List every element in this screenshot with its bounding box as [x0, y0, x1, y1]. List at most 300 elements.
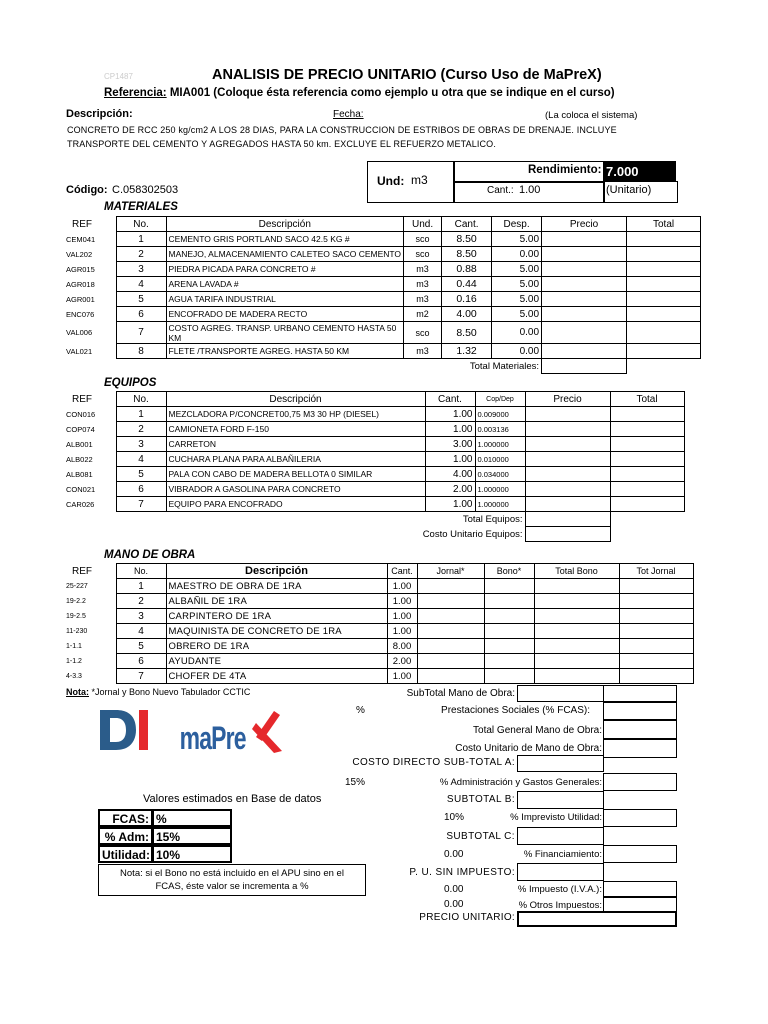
subtotal-mo-label: SubTotal Mano de Obra:	[406, 688, 515, 699]
row-total[interactable]	[610, 497, 684, 512]
fcas-value[interactable]: %	[152, 809, 232, 827]
mano-title: MANO DE OBRA	[104, 549, 196, 561]
row-precio[interactable]	[542, 307, 627, 322]
row-total[interactable]	[610, 467, 684, 482]
row-bono[interactable]	[484, 639, 534, 654]
row-ref: AGR001	[66, 294, 95, 304]
col-no: No.	[116, 564, 166, 579]
row-precio[interactable]	[525, 482, 610, 497]
row-ref: CON021	[66, 484, 96, 494]
row-total[interactable]	[627, 344, 701, 359]
row-ref: 19-2.5	[66, 612, 86, 620]
col-cant: Cant.	[425, 392, 475, 407]
col-desc: Descripción	[166, 217, 404, 232]
costo-directo-value[interactable]	[517, 755, 604, 772]
row-cant: 8.00	[387, 639, 417, 654]
row-no: 3	[116, 262, 166, 277]
row-cant: 1.00	[425, 422, 475, 437]
col-tot-jornal: Tot Jornal	[619, 564, 693, 579]
imprevisto-value[interactable]	[603, 809, 677, 827]
row-no: 2	[116, 594, 166, 609]
row-desc: ALBAÑIL DE 1RA	[166, 594, 387, 609]
costo-mo-label: Costo Unitario de Mano de Obra:	[455, 743, 602, 754]
table-row	[66, 624, 693, 639]
total-materiales-value[interactable]	[542, 359, 627, 374]
row-cant: 1.00	[425, 497, 475, 512]
adm-pct: 15%	[345, 777, 366, 788]
row-desc: PIEDRA PICADA PARA CONCRETO #	[166, 262, 404, 277]
row-no: 4	[116, 277, 166, 292]
row-cant: 4.00	[425, 467, 475, 482]
cant-value: 1.00	[519, 184, 541, 196]
maprex-logo	[178, 709, 288, 755]
row-precio[interactable]	[525, 497, 610, 512]
row-cant: 8.50	[442, 247, 492, 262]
row-no: 5	[116, 467, 166, 482]
row-jornal[interactable]	[417, 594, 484, 609]
row-cant: 3.00	[425, 437, 475, 452]
prestaciones-label: Prestaciones Sociales (% FCAS):	[441, 705, 590, 716]
row-desc: AGUA TARIFA INDUSTRIAL	[166, 292, 404, 307]
row-ref: VAL021	[66, 346, 93, 356]
row-cant: 1.00	[425, 452, 475, 467]
col-cant: Cant.	[442, 217, 492, 232]
row-bono[interactable]	[484, 669, 534, 684]
row-desc: VIBRADOR A GASOLINA PARA CONCRETO	[166, 482, 425, 497]
equipos-unit-row	[66, 527, 684, 542]
row-total-bono[interactable]	[534, 579, 619, 594]
fecha-label: Fecha:	[333, 109, 364, 120]
row-desc: PALA CON CABO DE MADERA BELLOTA 0 SIMILAR	[166, 467, 425, 482]
row-cant: 8.50	[442, 232, 492, 247]
table-header	[66, 392, 684, 407]
row-tot-jornal[interactable]	[619, 624, 693, 639]
row-ref: 4-3.3	[66, 672, 82, 680]
row-total[interactable]	[610, 422, 684, 437]
costo-equipos-value[interactable]	[525, 527, 610, 542]
page-title: ANALISIS DE PRECIO UNITARIO (Curso Uso de MaPreX)	[212, 67, 602, 83]
row-ref: ALB022	[66, 454, 93, 464]
subtotal-mo-value[interactable]	[517, 685, 604, 702]
svg-text:maPre: maPre	[179, 720, 246, 755]
row-cant: 0.44	[442, 277, 492, 292]
unitario-label: (Unitario)	[606, 184, 652, 196]
table-row	[66, 307, 701, 322]
row-jornal[interactable]	[417, 669, 484, 684]
table-header	[66, 217, 701, 232]
row-ref: 1-1.1	[66, 642, 82, 650]
row-no: 5	[116, 639, 166, 654]
row-bono[interactable]	[484, 594, 534, 609]
row-no: 6	[116, 482, 166, 497]
materiales-table	[66, 216, 701, 374]
row-total[interactable]	[627, 232, 701, 247]
row-und: sco	[404, 232, 442, 247]
row-desc: AYUDANTE	[166, 654, 387, 669]
equipos-total-row	[66, 512, 684, 527]
row-desp: 5.00	[492, 232, 542, 247]
table-row	[66, 579, 693, 594]
row-und: m3	[404, 344, 442, 359]
col-total: Total	[627, 217, 701, 232]
row-total-bono[interactable]	[534, 639, 619, 654]
table-row	[66, 247, 701, 262]
row-bono[interactable]	[484, 579, 534, 594]
row-desc: CARPINTERO DE 1RA	[166, 609, 387, 624]
utilidad-label: Utilidad:	[98, 845, 153, 863]
row-desc: MAQUINISTA DE CONCRETO DE 1RA	[166, 624, 387, 639]
row-no: 6	[116, 654, 166, 669]
costo-mo-value[interactable]	[603, 739, 677, 758]
col-total: Total	[610, 392, 684, 407]
di-logo-graphic	[98, 708, 150, 752]
description-line-2: TRANSPORTE DEL CEMENTO Y AGREGADOS HASTA 50 km. EXCLUYE EL REFUERZO METALICO.	[67, 139, 496, 149]
row-ref: ENC076	[66, 309, 95, 319]
row-total[interactable]	[627, 322, 701, 344]
row-no: 2	[116, 422, 166, 437]
row-precio[interactable]	[525, 452, 610, 467]
col-desc: Descripción	[166, 564, 387, 579]
row-desc: CEMENTO GRIS PORTLAND SACO 42.5 KG #	[166, 232, 404, 247]
iva-label: % Impuesto (I.V.A.):	[517, 884, 602, 895]
subtotal-mo-value-2[interactable]	[603, 685, 677, 702]
description-label: Descripción:	[66, 108, 133, 120]
row-ref: CEM041	[66, 234, 96, 244]
row-no: 3	[116, 437, 166, 452]
rendimiento-label: Rendimiento:	[528, 164, 602, 176]
row-total[interactable]	[610, 452, 684, 467]
col-no: No.	[116, 392, 166, 407]
row-bono[interactable]	[484, 654, 534, 669]
row-desc: ARENA LAVADA #	[166, 277, 404, 292]
row-jornal[interactable]	[417, 579, 484, 594]
materiales-title: MATERIALES	[104, 201, 178, 213]
row-und: m3	[404, 277, 442, 292]
description-line-1: CONCRETO DE RCC 250 kg/cm2 A LOS 28 DIAS, PARA LA CONSTRUCCION DE ESTRIBOS DE OBRAS DE DRENAJE. INCLUYE	[67, 125, 617, 135]
financiamiento-value-pct: 0.00	[444, 849, 464, 860]
di-logo	[98, 708, 150, 752]
row-bono[interactable]	[484, 624, 534, 639]
col-jornal: Jornal*	[417, 564, 484, 579]
row-desc: CAMIONETA FORD F-150	[166, 422, 425, 437]
table-row	[66, 322, 701, 344]
row-cant: 2.00	[387, 654, 417, 669]
row-no: 1	[116, 232, 166, 247]
row-desc: OBRERO DE 1RA	[166, 639, 387, 654]
col-precio: Precio	[542, 217, 627, 232]
row-precio[interactable]	[525, 437, 610, 452]
ref-value: MIA001 (Coloque ésta referencia como ejemplo u otra que se indique en el curso)	[169, 87, 615, 99]
system-note: (La coloca el sistema)	[545, 110, 638, 121]
row-ref: AGR018	[66, 279, 95, 289]
reference-label	[104, 87, 615, 99]
costo-directo-label: COSTO DIRECTO SUB-TOTAL A:	[352, 757, 515, 768]
row-ref: COP074	[66, 424, 95, 434]
col-ref: REF	[72, 218, 92, 230]
row-precio[interactable]	[542, 292, 627, 307]
subtotal-b-label: SUBTOTAL B:	[446, 794, 515, 805]
row-ref: ALB081	[66, 469, 93, 479]
row-desp: 0.00	[492, 344, 542, 359]
row-cant: 2.00	[425, 482, 475, 497]
col-und: Und.	[404, 217, 442, 232]
col-desc: Descripción	[166, 392, 425, 407]
table-row	[66, 609, 693, 624]
row-und: m3	[404, 292, 442, 307]
row-und: sco	[404, 247, 442, 262]
imprevisto-label: % Imprevisto Utilidad:	[510, 812, 602, 823]
row-precio[interactable]	[525, 467, 610, 482]
row-ref: 25-227	[66, 582, 88, 590]
total-equipos-label: Total Equipos:	[462, 513, 523, 525]
row-cant: 4.00	[442, 307, 492, 322]
row-ref: CON016	[66, 409, 96, 419]
equipos-title: EQUIPOS	[104, 377, 157, 389]
und-label: Und:	[377, 174, 405, 188]
row-cant: 1.00	[387, 609, 417, 624]
row-total-bono[interactable]	[534, 594, 619, 609]
codigo-value: C.058302503	[112, 184, 179, 196]
rendimiento-value: 7.000	[603, 161, 676, 182]
row-tot-jornal[interactable]	[619, 639, 693, 654]
row-jornal[interactable]	[417, 624, 484, 639]
precio-unitario-value[interactable]	[517, 911, 677, 927]
table-row	[66, 482, 684, 497]
row-desc: CARRETON	[166, 437, 425, 452]
col-cant: Cant.	[387, 564, 417, 579]
row-no: 1	[116, 407, 166, 422]
subtotal-b-value[interactable]	[517, 791, 604, 809]
row-desc: COSTO AGREG. TRANSP. URBANO CEMENTO HASTA 50 KM	[166, 322, 404, 344]
row-und: m3	[404, 262, 442, 277]
table-row	[66, 497, 684, 512]
note-line-1: Nota: si el Bono no está incluido en el APU sino en el	[120, 868, 344, 879]
col-total-bono: Total Bono	[534, 564, 619, 579]
table-row	[66, 594, 693, 609]
table-row	[66, 669, 693, 684]
row-cop: 0.034000	[475, 467, 525, 482]
pu-sin-value[interactable]	[517, 863, 604, 881]
row-tot-jornal[interactable]	[619, 609, 693, 624]
iva-value-pct: 0.00	[444, 884, 464, 895]
ref-label: Referencia:	[104, 87, 167, 99]
table-row	[66, 437, 684, 452]
row-total-bono[interactable]	[534, 654, 619, 669]
nota-line	[66, 687, 250, 697]
row-desc: FLETE /TRANSPORTE AGREG. HASTA 50 KM	[166, 344, 404, 359]
row-desc: MEZCLADORA P/CONCRET00,75 M3 30 HP (DIESEL)	[166, 407, 425, 422]
row-precio[interactable]	[525, 407, 610, 422]
cant-label: Cant.:	[487, 185, 514, 196]
nota-text: *Jornal y Bono Nuevo Tabulador CCTIC	[91, 687, 251, 697]
utilidad-value[interactable]: 10%	[152, 845, 232, 863]
row-cant: 8.50	[442, 322, 492, 344]
row-no: 5	[116, 292, 166, 307]
row-no: 7	[116, 669, 166, 684]
row-ref: VAL202	[66, 249, 93, 259]
total-equipos-value[interactable]	[525, 512, 610, 527]
row-ref: CAR026	[66, 499, 95, 509]
prestaciones-value[interactable]	[603, 702, 677, 720]
subtotal-c-value[interactable]	[517, 827, 604, 845]
row-total[interactable]	[610, 407, 684, 422]
row-desc: EQUIPO PARA ENCOFRADO	[166, 497, 425, 512]
total-materiales-label: Total Materiales:	[469, 360, 540, 372]
financiamiento-value[interactable]	[603, 845, 677, 863]
otros-value-pct: 0.00	[444, 899, 464, 910]
row-no: 4	[116, 624, 166, 639]
adm-param-label: % Adm:	[98, 827, 153, 845]
table-row	[66, 292, 701, 307]
financiamiento-label: % Financiamiento:	[523, 849, 602, 860]
row-total[interactable]	[610, 482, 684, 497]
row-ref: 19-2.2	[66, 597, 86, 605]
row-und: sco	[404, 322, 442, 344]
note-box	[98, 864, 366, 896]
codigo-label: Código:	[66, 184, 108, 196]
row-cop: 1.000000	[475, 497, 525, 512]
row-no: 8	[116, 344, 166, 359]
row-no: 1	[116, 579, 166, 594]
row-und: m2	[404, 307, 442, 322]
table-row	[66, 277, 701, 292]
total-mo-label: Total General Mano de Obra:	[473, 725, 602, 736]
row-total[interactable]	[627, 277, 701, 292]
row-total[interactable]	[627, 262, 701, 277]
row-desp: 5.00	[492, 262, 542, 277]
row-total-bono[interactable]	[534, 609, 619, 624]
otros-value[interactable]	[603, 897, 677, 912]
col-desp: Desp.	[492, 217, 542, 232]
table-row	[66, 654, 693, 669]
row-precio[interactable]	[542, 232, 627, 247]
row-cop: 1.000000	[475, 482, 525, 497]
pu-sin-label: P. U. SIN IMPUESTO:	[409, 867, 515, 878]
row-precio[interactable]	[525, 422, 610, 437]
row-ref: 11-230	[66, 627, 88, 635]
maprex-logo-graphic	[178, 709, 288, 755]
row-no: 2	[116, 247, 166, 262]
table-header	[66, 564, 693, 579]
row-total-bono[interactable]	[534, 624, 619, 639]
row-cop: 0.010000	[475, 452, 525, 467]
row-jornal[interactable]	[417, 639, 484, 654]
row-ref: VAL006	[66, 328, 93, 337]
row-total[interactable]	[610, 437, 684, 452]
row-cant: 1.00	[425, 407, 475, 422]
valores-note: Valores estimados en Base de datos	[143, 793, 322, 805]
table-row	[66, 232, 701, 247]
row-desp: 5.00	[492, 292, 542, 307]
row-jornal[interactable]	[417, 654, 484, 669]
row-total-bono[interactable]	[534, 669, 619, 684]
row-precio[interactable]	[542, 277, 627, 292]
und-value: m3	[411, 173, 428, 187]
table-row	[66, 467, 684, 482]
row-cant: 1.00	[387, 594, 417, 609]
row-total[interactable]	[627, 307, 701, 322]
adm-value[interactable]	[603, 773, 677, 791]
row-precio[interactable]	[542, 322, 627, 344]
nota-label: Nota:	[66, 687, 89, 697]
imprevisto-pct: 10%	[444, 812, 465, 823]
row-desp: 5.00	[492, 277, 542, 292]
col-no: No.	[116, 217, 166, 232]
row-cop: 0.003136	[475, 422, 525, 437]
col-bono: Bono*	[484, 564, 534, 579]
col-cop: Cop/Dep	[475, 392, 525, 407]
prestaciones-pct: %	[356, 705, 365, 716]
subtotal-c-label: SUBTOTAL C:	[446, 831, 515, 842]
sheet-code: CP1487	[104, 72, 133, 81]
row-precio[interactable]	[542, 344, 627, 359]
row-precio[interactable]	[542, 247, 627, 262]
row-no: 7	[116, 497, 166, 512]
costo-equipos-label: Costo Unitario Equipos:	[422, 528, 523, 540]
row-desc: MANEJO, ALMACENAMIENTO CALETEO SACO CEMENTO	[166, 247, 404, 262]
equipos-table	[66, 391, 685, 542]
row-cant: 0.16	[442, 292, 492, 307]
row-cant: 1.32	[442, 344, 492, 359]
otros-label: % Otros Impuestos:	[518, 900, 602, 911]
row-tot-jornal[interactable]	[619, 579, 693, 594]
col-precio: Precio	[525, 392, 610, 407]
row-tot-jornal[interactable]	[619, 594, 693, 609]
table-row	[66, 422, 684, 437]
adm-param-value[interactable]: 15%	[152, 827, 232, 845]
total-mo-value[interactable]	[603, 720, 677, 739]
row-cop: 0.009000	[475, 407, 525, 422]
col-ref: REF	[72, 393, 92, 405]
row-precio[interactable]	[542, 262, 627, 277]
row-no: 3	[116, 609, 166, 624]
row-tot-jornal[interactable]	[619, 669, 693, 684]
row-desp: 0.00	[492, 247, 542, 262]
row-cant: 1.00	[387, 624, 417, 639]
row-cant: 0.88	[442, 262, 492, 277]
precio-unitario-label: PRECIO UNITARIO:	[419, 912, 515, 923]
table-row	[66, 407, 684, 422]
table-row	[66, 262, 701, 277]
adm-label: % Administración y Gastos Generales:	[439, 777, 602, 788]
row-tot-jornal[interactable]	[619, 654, 693, 669]
row-total[interactable]	[627, 247, 701, 262]
row-ref: ALB001	[66, 439, 93, 449]
col-ref: REF	[72, 565, 92, 577]
table-row	[66, 452, 684, 467]
row-desp: 5.00	[492, 307, 542, 322]
row-cant: 1.00	[387, 579, 417, 594]
row-desc: ENCOFRADO DE MADERA RECTO	[166, 307, 404, 322]
fcas-label: FCAS:	[98, 809, 153, 827]
row-desc: CHOFER DE 4TA	[166, 669, 387, 684]
iva-value[interactable]	[603, 881, 677, 897]
row-no: 6	[116, 307, 166, 322]
row-ref: 1-1.2	[66, 657, 82, 665]
table-row	[66, 639, 693, 654]
row-total[interactable]	[627, 292, 701, 307]
row-ref: AGR015	[66, 264, 95, 274]
row-jornal[interactable]	[417, 609, 484, 624]
row-no: 7	[116, 322, 166, 344]
table-row	[66, 344, 701, 359]
row-no: 4	[116, 452, 166, 467]
row-desp: 0.00	[492, 322, 542, 344]
row-cant: 1.00	[387, 669, 417, 684]
row-bono[interactable]	[484, 609, 534, 624]
row-cop: 1.000000	[475, 437, 525, 452]
note-line-2: FCAS, éste valor se incrementa a %	[155, 881, 309, 892]
